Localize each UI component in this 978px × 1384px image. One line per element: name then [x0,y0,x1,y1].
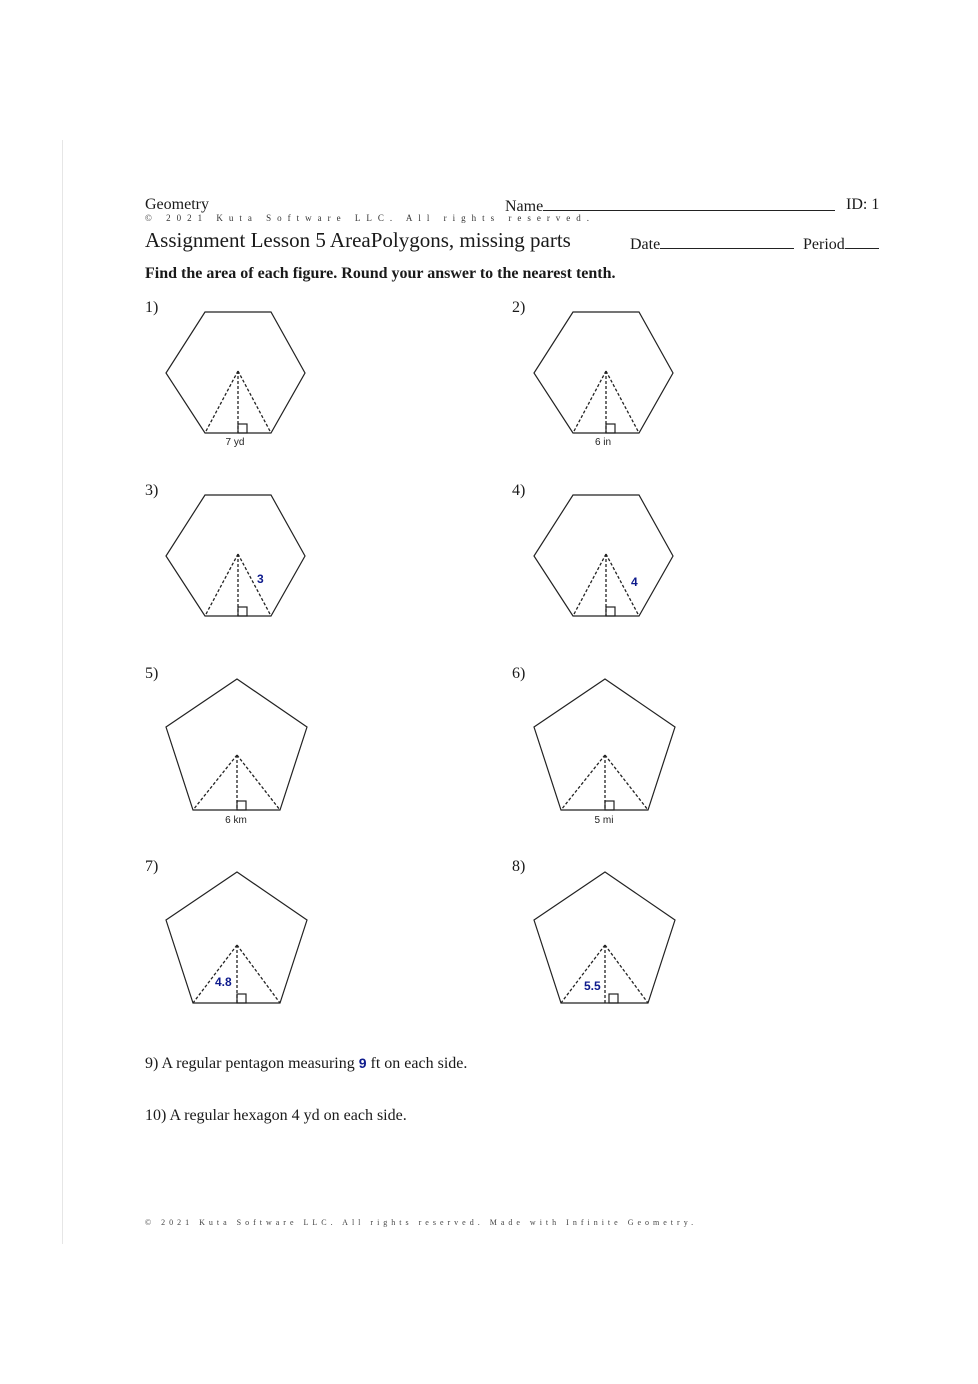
date-label: Date [630,236,661,253]
problem-number: 1) [145,299,159,316]
problem-number: 7) [145,858,159,875]
problem-text: A regular hexagon 4 yd on each side. [169,1107,407,1124]
date-line [660,234,794,249]
hexagon-figure-4 [528,488,688,638]
base-label: 7 yd [225,437,245,448]
hexagon-figure-3 [160,488,320,638]
pentagon-figure-5 [160,672,320,832]
apothem-label: 4.8 [215,975,232,989]
name-field[interactable] [505,196,835,216]
header-copyright: © 2021 Kuta Software LLC. All rights reserved. [145,213,596,223]
page-margin-line [62,140,63,1244]
name-line [543,196,835,211]
pentagon-figure-6 [528,672,688,832]
hexagon-figure-1 [160,305,320,455]
word-problem-10 [145,1107,407,1125]
id-label: ID: 1 [846,196,880,213]
word-problem-9 [145,1055,467,1073]
problem-number: 8) [512,858,526,875]
date-field[interactable] [630,234,794,254]
side-label: 4 [631,575,638,589]
base-label: 5 mi [594,815,614,826]
name-label: Name [505,198,544,215]
problem-number: 2) [512,299,526,316]
problem-number: 5) [145,665,159,682]
problem-number: 3) [145,482,159,499]
problem-text: ft on each side. [370,1055,468,1072]
apothem-label: 5.5 [584,979,601,993]
base-label: 6 in [594,437,612,448]
period-field[interactable] [803,234,879,254]
pentagon-figure-8 [528,865,688,1025]
problem-number: 6) [512,665,526,682]
instructions: Find the area of each figure. Round your answer to the nearest tenth. [145,265,616,282]
hexagon-figure-2 [528,305,688,455]
period-line [845,234,879,249]
problem-number: 4) [512,482,526,499]
problem-text: A regular pentagon measuring [161,1055,355,1072]
side-value: 9 [358,1055,367,1071]
period-label: Period [803,236,845,253]
side-label: 3 [257,572,264,586]
problem-number: 9) [145,1055,159,1072]
subject-label: Geometry [145,196,209,213]
base-label: 6 km [225,815,247,826]
footer-copyright: © 2021 Kuta Software LLC. All rights reserved. Made with Infinite Geometry. [145,1218,698,1227]
pentagon-figure-7 [160,865,320,1025]
assignment-title: Assignment Lesson 5 AreaPolygons, missing parts [145,228,571,252]
problem-number: 10) [145,1107,167,1124]
